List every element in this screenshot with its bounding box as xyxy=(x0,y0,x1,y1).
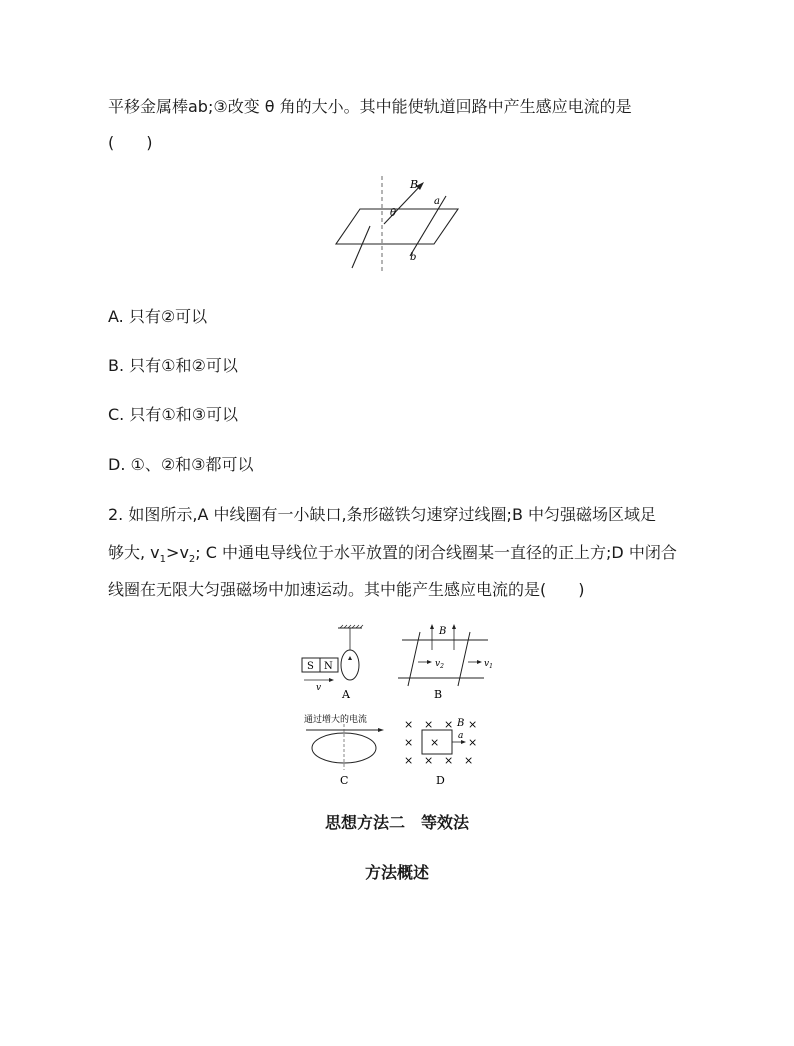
cross: × xyxy=(468,736,478,749)
label-B-panel: B xyxy=(434,688,443,701)
q2-text-line3: 线圈在无限大匀强磁场中加速运动。其中能产生感应电流的是( ) xyxy=(108,580,585,599)
magnet-n: N xyxy=(324,661,333,672)
cross: × xyxy=(430,736,440,749)
q1-option-a: A. 只有②可以 xyxy=(108,307,208,326)
q1-answer-bracket: ( ) xyxy=(108,133,153,152)
cross: × xyxy=(404,736,414,749)
label-C: C xyxy=(340,774,349,787)
rod-b xyxy=(352,226,370,268)
panel-c xyxy=(304,713,384,787)
panel-b xyxy=(398,624,493,701)
rail-plane xyxy=(336,209,458,244)
magnet-s: S xyxy=(307,661,314,672)
label-a-accel: a xyxy=(458,731,464,741)
q1-figure xyxy=(330,172,470,274)
q1-text-line1: 平移金属棒ab;③改变 θ 角的大小。其中能使轨道回路中产生感应电流的是 xyxy=(108,97,632,116)
q1-option-c: C. 只有①和③可以 xyxy=(108,405,239,424)
panel-a xyxy=(302,625,363,701)
rod-a xyxy=(410,196,446,256)
current-label: 通过增大的电流 xyxy=(304,715,368,725)
q2-text-line1: 2. 如图所示,A 中线圈有一小缺口,条形磁铁匀速穿过线圈;B 中匀强磁场区域足 xyxy=(108,505,657,524)
label-D: D xyxy=(436,774,445,787)
cross: × xyxy=(424,754,434,767)
q1-option-d: D. ①、②和③都可以 xyxy=(108,455,254,474)
cross: × xyxy=(444,754,454,767)
cross: × xyxy=(424,718,434,731)
cross: × xyxy=(468,718,478,731)
q2-text-line2: 够大, $v_1>v_2$; C 中通电导线位于水平放置的闭合线圈某一直径的正上方;D 中闭合 xyxy=(108,543,677,566)
q1-option-b: B. 只有①和②可以 xyxy=(108,356,238,375)
label-B: B xyxy=(410,178,419,191)
cross: × xyxy=(464,754,474,767)
label-v: v xyxy=(316,683,322,693)
section-subheading: 方法概述 xyxy=(364,863,429,882)
coil-a xyxy=(341,650,359,680)
cross: × xyxy=(404,754,414,767)
label-a: a xyxy=(434,196,440,207)
section-heading: 思想方法二 等效法 xyxy=(324,813,469,832)
cross: × xyxy=(444,718,454,731)
label-B-field: B xyxy=(439,626,447,637)
label-b: b xyxy=(410,252,417,263)
label-A: A xyxy=(342,688,350,701)
panel-d xyxy=(404,718,477,787)
label-B-D: B xyxy=(457,718,465,729)
label-v1: $v_1$ xyxy=(484,659,493,670)
cross: × xyxy=(404,718,414,731)
label-v2: $v_2$ xyxy=(435,659,444,670)
label-theta: θ xyxy=(390,208,397,219)
q2-figure xyxy=(298,620,498,788)
coil-c xyxy=(312,733,376,763)
